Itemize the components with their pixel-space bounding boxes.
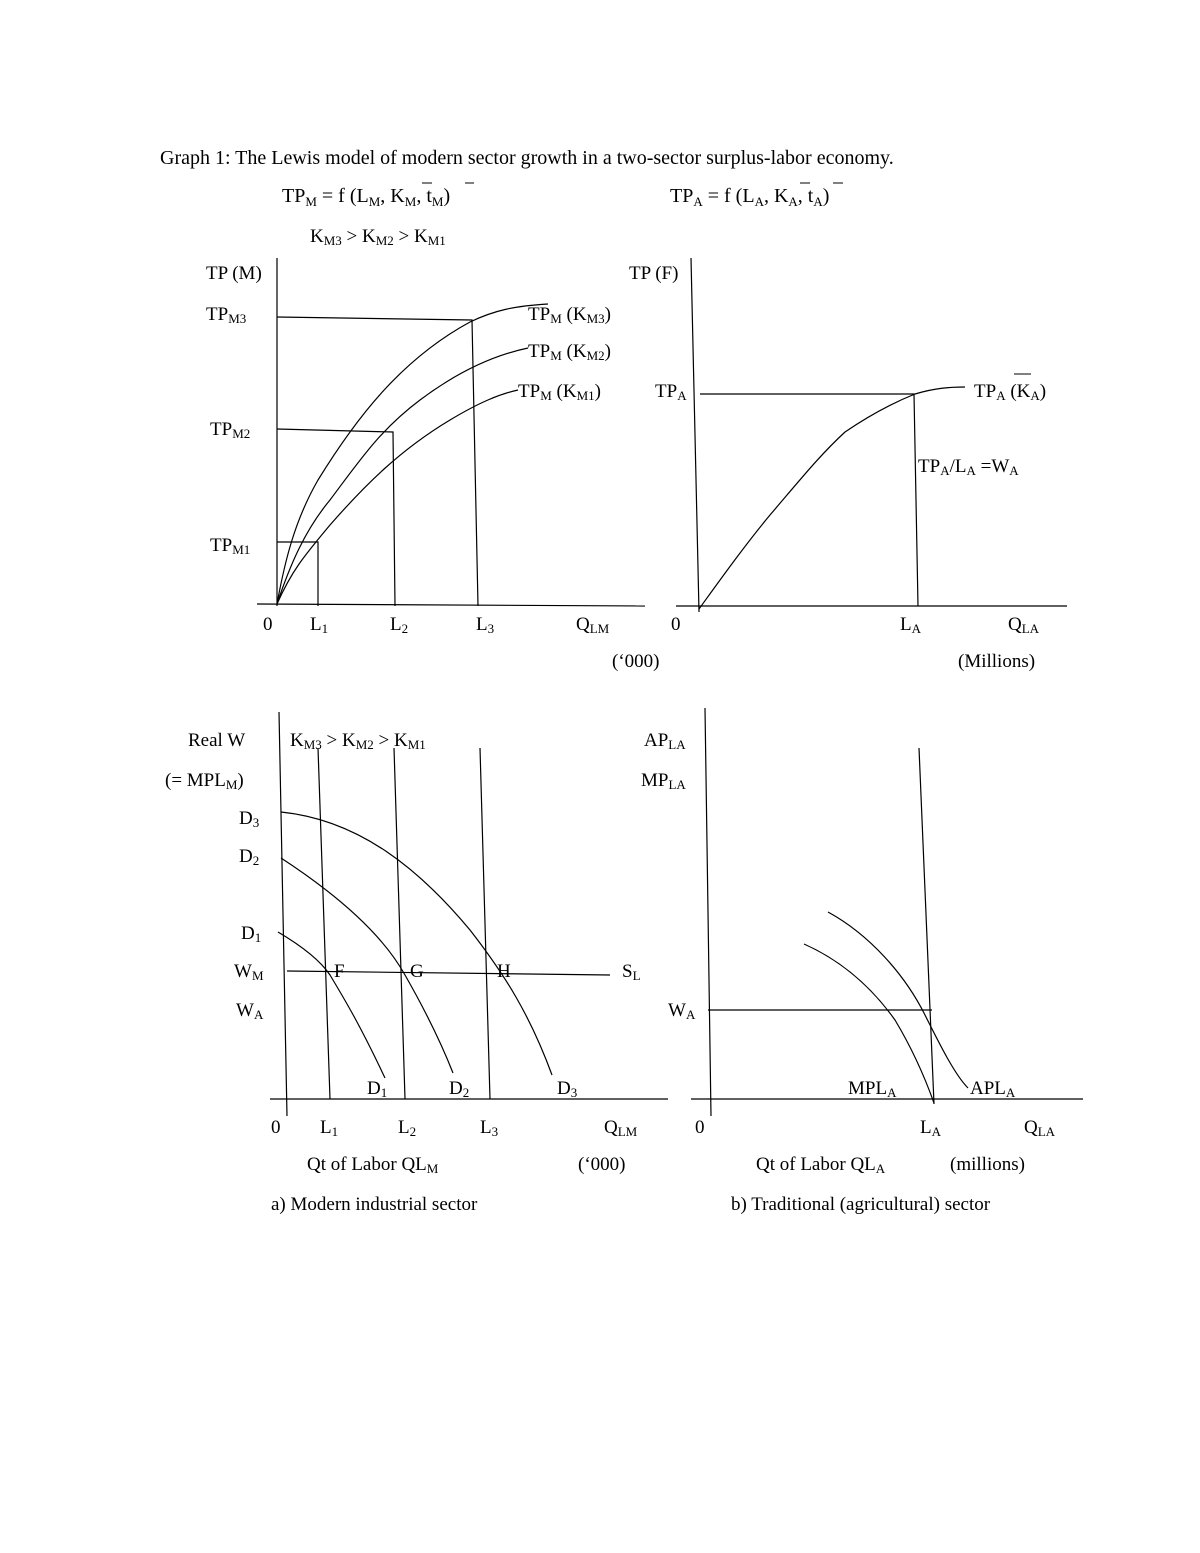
tp-m-x-tick-l1: L1 bbox=[310, 614, 329, 636]
tp-f-x-unit: (Millions) bbox=[958, 651, 1036, 672]
tp-f-y-axis bbox=[691, 258, 699, 612]
agri-tick-wa: WA bbox=[668, 1000, 696, 1022]
curve-tp-km2 bbox=[277, 348, 528, 604]
apl-label: APLA bbox=[970, 1078, 1016, 1100]
agriculture-production-function bbox=[670, 183, 843, 209]
curve-label-km3: TPM (KM3) bbox=[528, 304, 611, 326]
tp-m-x-unit: (‘000) bbox=[612, 651, 660, 672]
wage-y-axis-sublabel: (= MPLM) bbox=[165, 770, 244, 792]
tp-a-tick: TPA bbox=[655, 381, 687, 403]
svg-text:TPM = f (LM, KM, tM): $TP_M = f$ ($L_M$, $K_M$, $t_M$) bbox=[282, 185, 451, 209]
mpl-label: MPLA bbox=[848, 1078, 897, 1100]
agri-x-unit: (millions) bbox=[950, 1154, 1025, 1175]
mpl-y-axis-label: MPLA bbox=[641, 770, 686, 792]
wage-origin: 0 bbox=[271, 1117, 281, 1138]
curve-label-d1: D1 bbox=[367, 1078, 388, 1100]
tp-m-x-axis bbox=[257, 604, 645, 606]
wage-x-tick-l1: L1 bbox=[320, 1117, 339, 1139]
tick-wm: WM bbox=[234, 961, 264, 983]
agri-labor-panel bbox=[691, 708, 1083, 1116]
tick-d2: D2 bbox=[239, 846, 260, 868]
figure-title: Graph 1: The Lewis model of modern sector growth in a two-sector surplus-labor economy. bbox=[160, 147, 894, 169]
caption-modern: a) Modern industrial sector bbox=[271, 1194, 478, 1215]
agri-x-axis-label: QLA bbox=[1024, 1117, 1056, 1139]
tp-m-x-axis-label: QLM bbox=[576, 614, 610, 636]
curve-label-km2: TPM (KM2) bbox=[528, 341, 611, 363]
vline-l3 bbox=[480, 748, 490, 1099]
curve-label-km1: TPM (KM1) bbox=[518, 381, 601, 403]
point-g: G bbox=[410, 961, 424, 982]
curve-label-d2: D2 bbox=[449, 1078, 470, 1100]
curve-apl bbox=[828, 912, 968, 1088]
tick-d3: D3 bbox=[239, 808, 260, 830]
tick-wa: WA bbox=[236, 1000, 264, 1022]
point-f: F bbox=[334, 961, 345, 982]
wage-x-tick-l3: L3 bbox=[480, 1117, 499, 1139]
modern-x-title: Qt of Labor QLM bbox=[307, 1154, 439, 1176]
agri-y-axis bbox=[705, 708, 711, 1116]
supply-label: SL bbox=[622, 961, 641, 983]
curve-d1 bbox=[278, 932, 385, 1078]
caption-agri: b) Traditional (agricultural) sector bbox=[731, 1194, 991, 1215]
tp-m-origin: 0 bbox=[263, 614, 273, 635]
agri-origin: 0 bbox=[695, 1117, 705, 1138]
modern-production-function bbox=[282, 183, 474, 209]
tp-a-guides bbox=[700, 394, 918, 606]
tp-f-y-axis-label: TP (F) bbox=[629, 263, 679, 284]
modern-x-unit: (‘000) bbox=[578, 1154, 626, 1175]
vline-l2 bbox=[394, 748, 405, 1099]
wage-x-axis-label: QLM bbox=[604, 1117, 638, 1139]
tick-d1: D1 bbox=[241, 923, 262, 945]
apl-y-axis-label: APLA bbox=[644, 730, 686, 752]
tp-m2-tick: TPM2 bbox=[210, 419, 251, 441]
agri-x-title: Qt of Labor QLA bbox=[756, 1154, 886, 1176]
tp-f-x-tick-la: LA bbox=[900, 614, 921, 636]
vline-l1 bbox=[318, 748, 330, 1099]
vline-la bbox=[919, 748, 934, 1104]
tp-m-x-tick-l2: L2 bbox=[390, 614, 409, 636]
curve-tp-agri bbox=[699, 387, 965, 609]
tp-m1-tick: TPM1 bbox=[210, 535, 251, 557]
tp-m3-guides bbox=[277, 317, 478, 606]
wage-x-tick-l2: L2 bbox=[398, 1117, 417, 1139]
curve-label-d3: D3 bbox=[557, 1078, 578, 1100]
tp-m3-tick: TPM3 bbox=[206, 304, 247, 326]
wage-y-axis-label: Real W bbox=[188, 730, 246, 751]
curve-label-tp-agri: TPA (KA) bbox=[974, 381, 1047, 403]
modern-labor-panel bbox=[270, 712, 668, 1116]
capital-order-top: KM3 > KM2 > KM1 bbox=[310, 226, 446, 248]
wage-y-axis bbox=[279, 712, 287, 1116]
tp-f-x-axis-label: QLA bbox=[1008, 614, 1040, 636]
average-product-wage-label: TPA/LA =WA bbox=[918, 456, 1019, 478]
tp-f-origin: 0 bbox=[671, 614, 681, 635]
agri-tp-panel bbox=[676, 258, 1067, 612]
curve-tp-km1 bbox=[277, 390, 518, 604]
point-h: H bbox=[497, 961, 511, 982]
svg-text:TPA = f (LA, KA, tA): $TP_A = f$ ($L_A$, $K_A$, $t_A$) bbox=[670, 185, 830, 209]
capital-order-bottom: KM3 > KM2 > KM1 bbox=[290, 730, 426, 752]
tp-m-y-axis-label: TP (M) bbox=[206, 263, 262, 284]
agri-x-tick-la: LA bbox=[920, 1117, 941, 1139]
tp-m-x-tick-l3: L3 bbox=[476, 614, 495, 636]
